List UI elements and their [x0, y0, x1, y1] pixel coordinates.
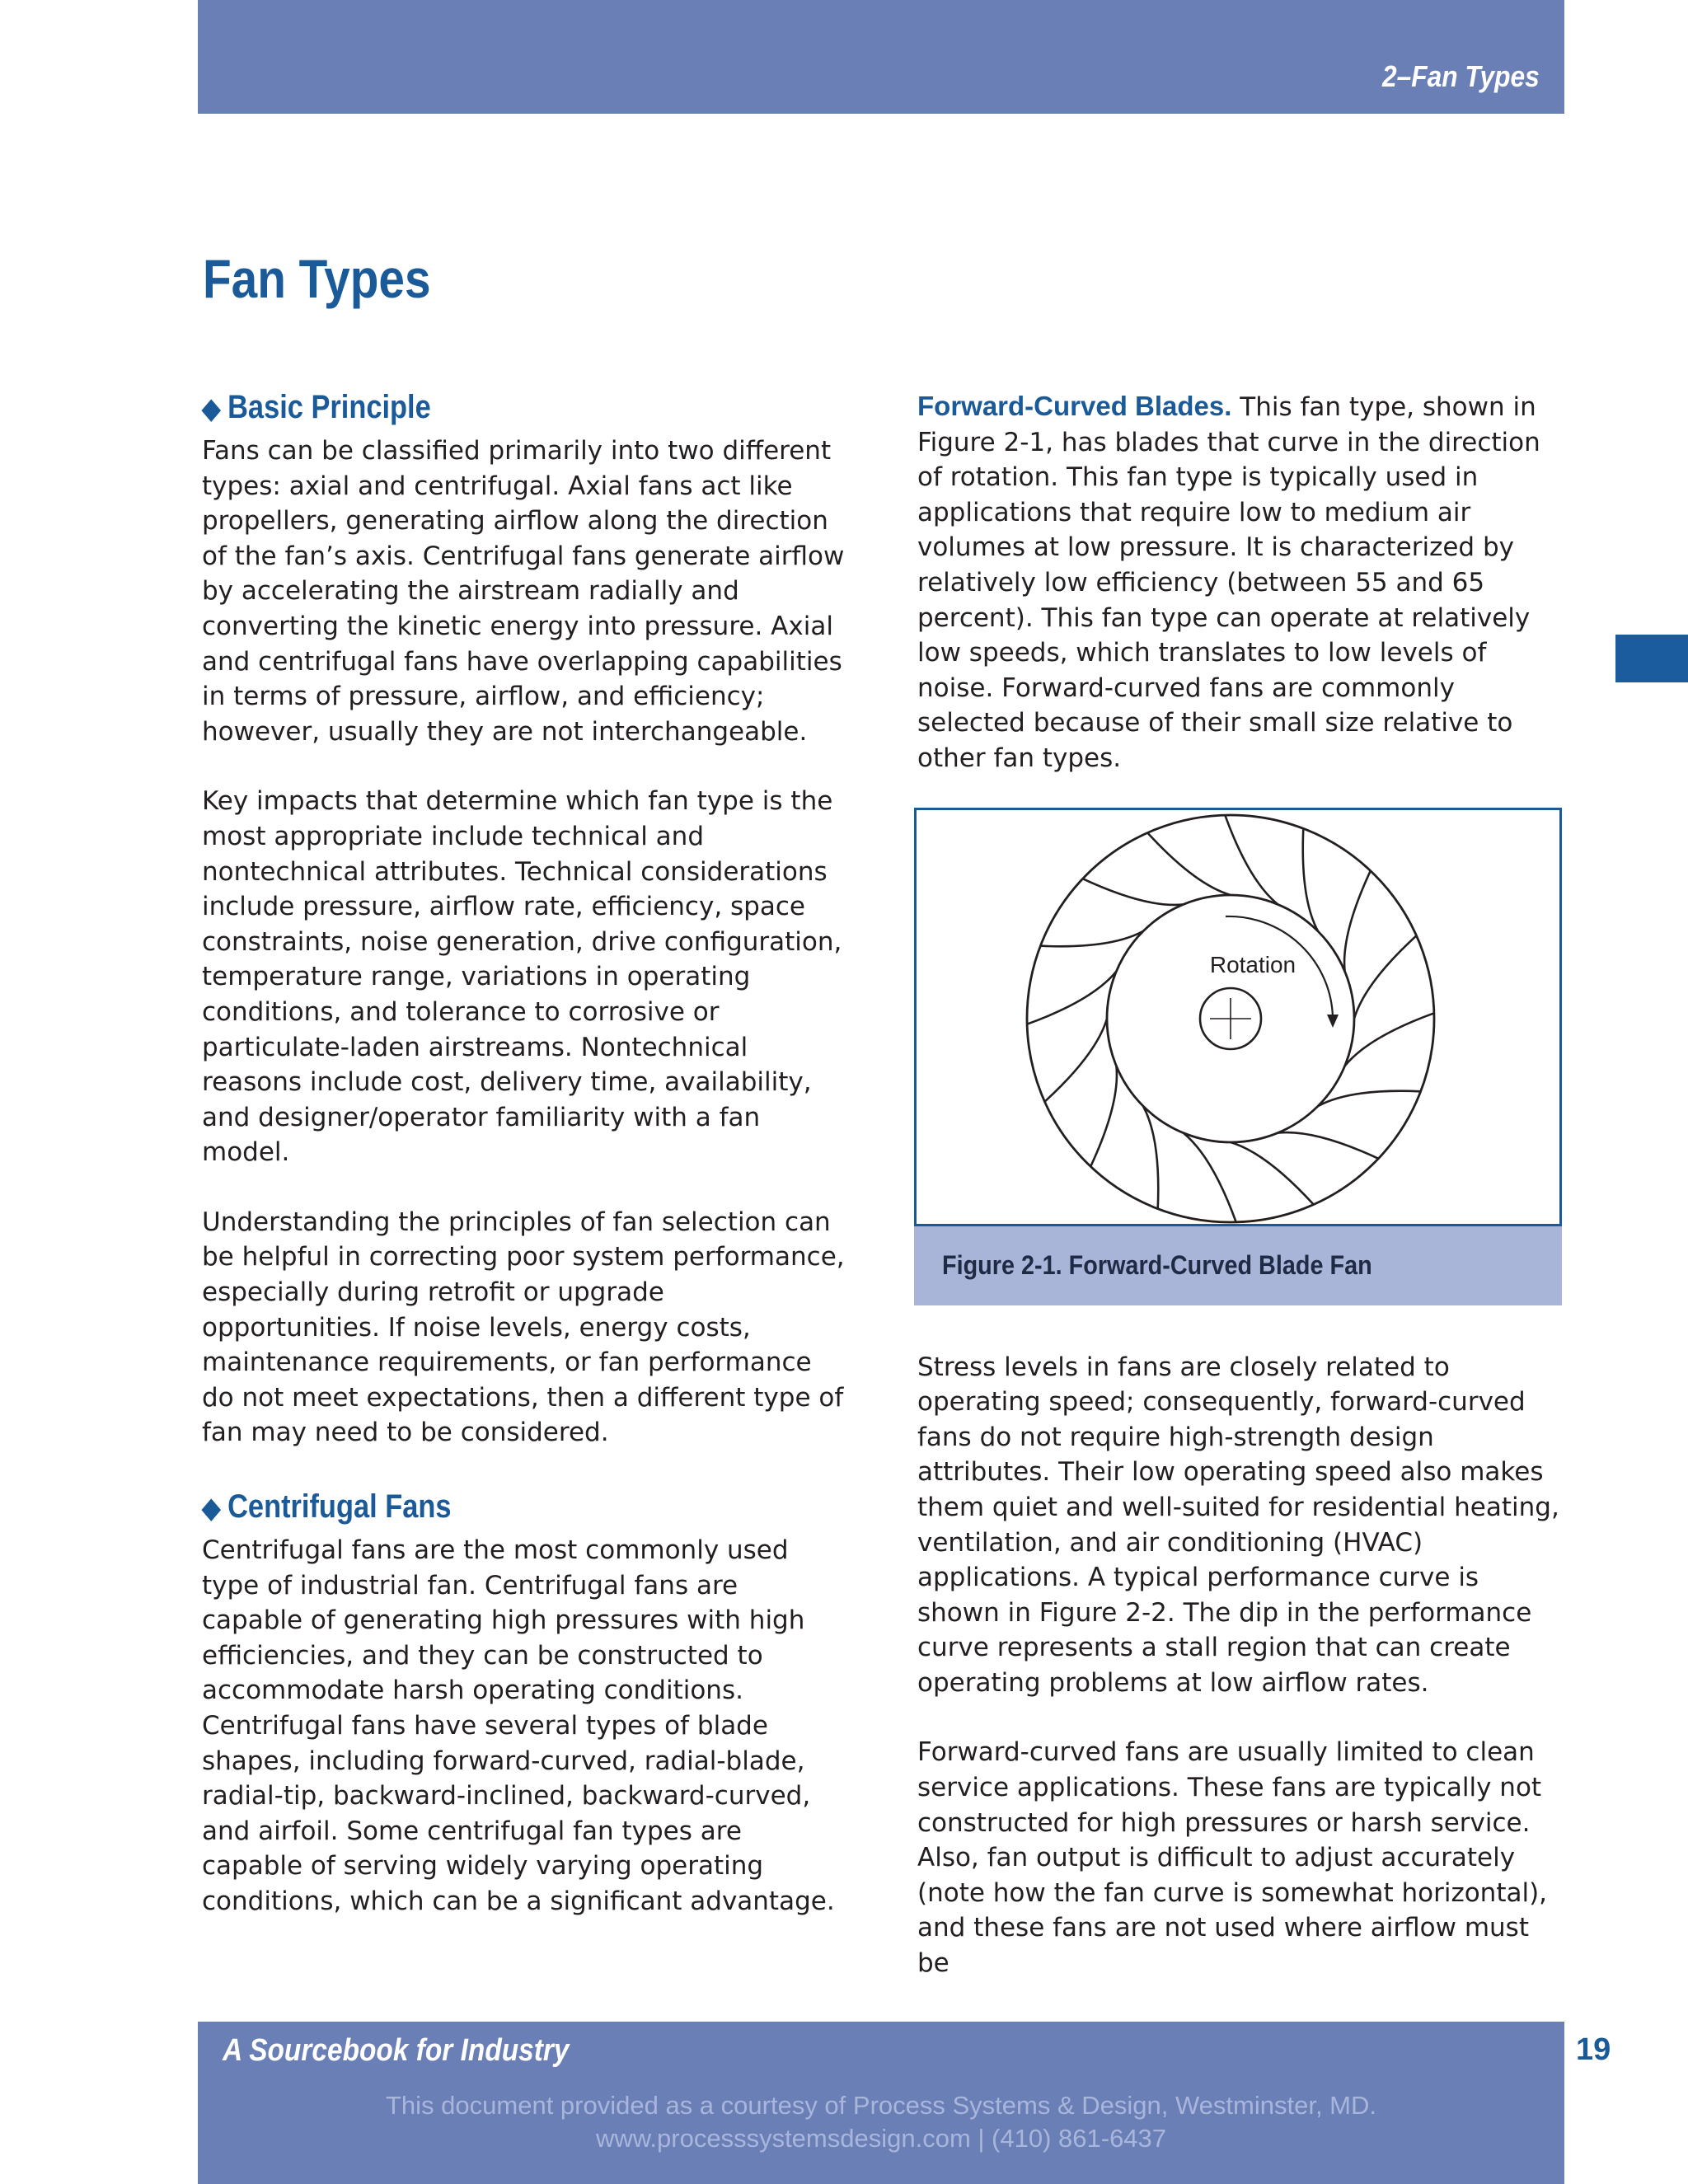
paragraph: Understanding the principles of fan selection can be helpful in correcting poor system performance, especially during retrofit or upgrade opportunities. If noise levels, energy costs, maintenance requirements, or fan performance do not meet expectations, then a different type of fan may need to be considered. — [202, 1207, 845, 1448]
fan-blade — [1083, 879, 1184, 905]
paragraph-text: This fan type, shown in Figure 2-1, has blades that curve in the direction of rotation. This fan type is typically used in applications that require low to medium air volumes at low pressure. It is characterized by relatively low efficiency (between 55 and 65 percent). This fan type can operate at relatively low speeds, which translates to low levels of noise. Forward-curved fans are commonly selected because of their small size relative to other fan types. — [917, 392, 1540, 773]
fan-blade — [1231, 1142, 1314, 1205]
section-heading-basic-principle — [202, 386, 755, 430]
fan-blade — [1184, 1132, 1236, 1221]
figure-frame — [914, 808, 1562, 1226]
chapter-side-tab — [1615, 635, 1688, 682]
running-header-chapter: 2–Fan Types — [1382, 59, 1540, 93]
fan-blade — [1027, 971, 1116, 1024]
footer-book-title: A Sourcebook for Industry — [223, 2033, 570, 2068]
paragraph: Centrifugal fans are the most commonly used type of industrial fan. Centrifugal fans are capable of generating high pressures with high efficiencies, and they can be constructed to accommodate harsh operating conditions. Centrifugal fans have several types of blade shapes, including forward-curved, radial-blade, radial-tip, backward-inclined, backward-curved, and airfoil. Some centrifugal fan types are capable of serving widely varying operating conditions, which can be a significant advantage. — [202, 1535, 835, 1916]
paragraph: Forward-curved fans are usually limited to clean service applications. These fans are typically not constructed for high pressures or harsh service. Also, fan output is difficult to adjust accurately (note how the fan curve is somewhat horizontal), and these fans are not used where airflow must be — [917, 1737, 1548, 1979]
paragraph-forward-curved — [917, 389, 1568, 776]
left-column — [202, 386, 845, 1954]
right-column — [917, 389, 1568, 2016]
fan-blade — [1345, 1013, 1434, 1066]
header-band — [198, 0, 1564, 114]
diamond-bullet-icon: ◆ — [202, 393, 221, 424]
heading-text: Basic Principle — [227, 389, 431, 425]
figure-caption-bar — [914, 1226, 1562, 1305]
page-number: 19 — [1576, 2032, 1611, 2067]
fan-blade — [1278, 1132, 1378, 1159]
fan-blade — [1040, 930, 1143, 945]
fan-blade — [1147, 832, 1231, 895]
fan-blade — [1090, 1066, 1117, 1166]
page-title: Fan Types — [203, 248, 431, 309]
fan-blade — [1344, 870, 1371, 971]
footer-contact: www.processsystemsdesign.com | (410) 861-6437 — [595, 2124, 1167, 2153]
footer-courtesy-note: This document provided as a courtesy of Process Systems & Design, Westminster, MD. — [386, 2091, 1376, 2120]
fan-blade — [1045, 1019, 1108, 1102]
fan-blade — [1354, 935, 1417, 1019]
run-in-heading: Forward-Curved Blades. — [917, 391, 1232, 421]
rotation-label: Rotation — [1209, 951, 1296, 977]
footer-band — [198, 2022, 1564, 2184]
paragraph: Stress levels in fans are closely related to operating speed; consequently, forward-curved fans do not require high-strength design attributes. Their low operating speed also makes them quiet and well-suited for residential heating, ventilation, and air conditioning (HVAC) applications. A typical performance curve is shown in Figure 2-2. The dip in the performance curve represents a stall region that can create operating problems at low airflow rates. — [917, 1352, 1559, 1698]
fan-blade — [1225, 815, 1278, 904]
heading-text: Centrifugal Fans — [227, 1488, 452, 1526]
section-heading-centrifugal-fans — [202, 1485, 755, 1530]
forward-curved-fan-diagram — [917, 810, 1559, 1224]
fan-blade — [1303, 828, 1318, 931]
diamond-bullet-icon: ◆ — [202, 1493, 221, 1525]
fan-blade — [1318, 1090, 1421, 1105]
figure-caption: Figure 2-1. Forward-Curved Blade Fan — [942, 1249, 1372, 1280]
paragraph: Fans can be classified primarily into two different types: axial and centrifugal. Axial fans act like propellers, generating airflow along the direction of the fan’s axis. Centrifugal fans generate airflow by accelerating the airstream radially and converting the kinetic energy into pressure. Axial and centrifugal fans have overlapping capabilities in terms of pressure, airflow, and efficiency; however, usually they are not interchangeable. — [202, 436, 845, 747]
fan-blade — [1143, 1106, 1158, 1209]
paragraph: Key impacts that determine which fan type is the most appropriate include technical and nontechnical attributes. Technical considerations include pressure, airflow rate, efficiency, space constraints, noise generation, drive configuration, temperature range, variations in operating conditions, and tolerance to corrosive or particulate-laden airstreams. Nontechnical reasons include cost, delivery time, availability, and designer/operator familiarity with a fan model. — [202, 786, 842, 1168]
